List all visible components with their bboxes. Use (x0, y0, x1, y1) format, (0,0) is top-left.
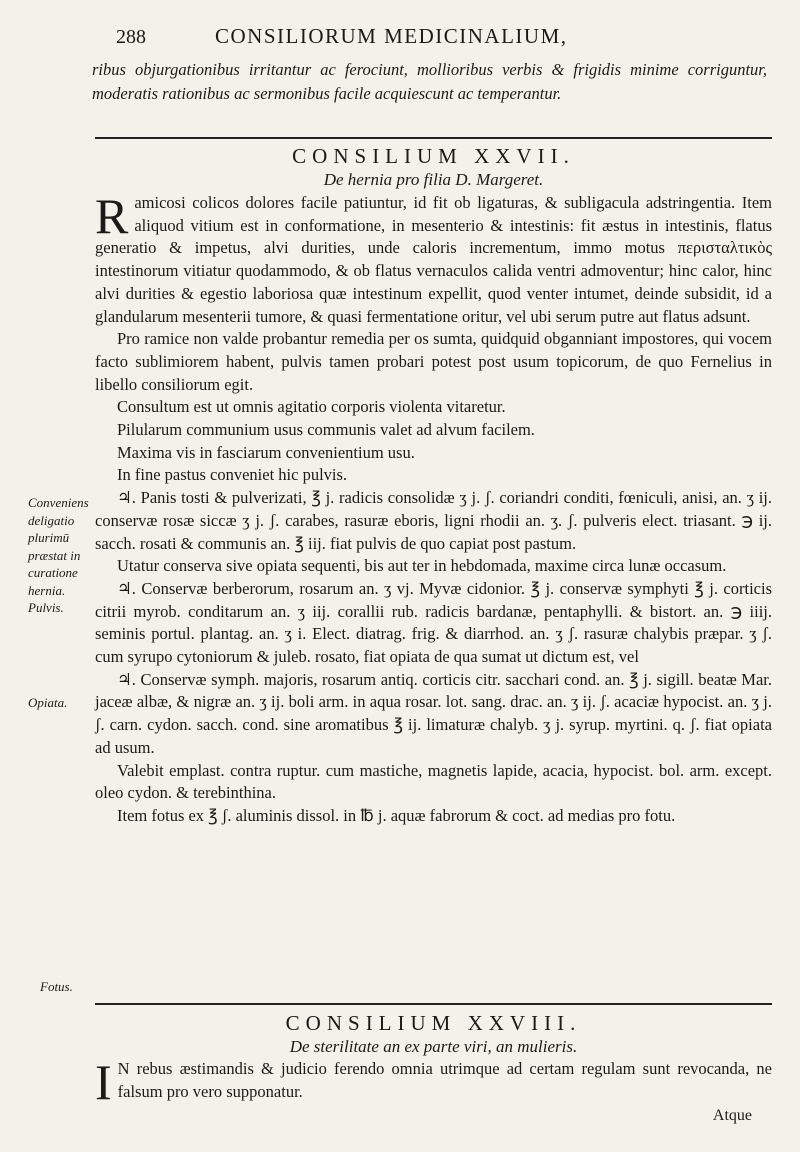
paragraph-3: Consultum est ut omnis agitatio corporis violenta vitaretur. (117, 397, 506, 417)
page-header (110, 22, 740, 52)
carryover-text: ribus objurgationibus irritantur ac ferociunt, mollioribus verbis & frigidis minime corriguntur, moderatis rationibus ac sermonibus facile acquiescunt ac temperantur. (92, 60, 767, 103)
margin-note-opiata: Opiata. (28, 695, 68, 710)
recipe-pulvis: ♃. Panis tosti & pulverizati, ℥ j. radicis consolidæ ʒ j. ʃ. coriandri conditi, fœniculi, anisi, an. ʒ ij. conservæ rosæ siccæ ʒ j. ʃ. carabes, rasuræ eboris, ligni rhodii an. ʒ. ʃ. pulveris elect. triasant. ℈ ij. sacch. rosati & communis an. ℥ iij. fiat pulvis de quo capiat post pastum. (95, 488, 772, 553)
consilium-28-title: CONSILIUM XXVIII. (285, 1011, 582, 1035)
drop-cap: R (95, 188, 129, 244)
paragraph-5: Maxima vis in fasciarum convenientium usu. (117, 442, 415, 462)
consilium-28-body (95, 1054, 772, 1110)
section-rule-2 (95, 1003, 772, 1005)
paragraph-11: Valebit emplast. contra ruptur. cum mastiche, magnetis lapide, acacia, hypocist. bol. arm. except. oleo cydon. & terebinthina. (95, 760, 772, 803)
paragraph-fotus: Item fotus ex ℥ ʃ. aluminis dissol. in ℔ j. aquæ fabrorum & coct. ad medias pro fotu. (117, 805, 676, 825)
page-number: 288 (116, 26, 146, 48)
consilium-27-body (95, 188, 772, 828)
catchword: Atque (712, 1107, 752, 1124)
consilium-27-title: CONSILIUM XXVII. (292, 144, 575, 168)
running-title: CONSILIORUM MEDICINALIUM, (215, 24, 568, 48)
margin-note-deligatio: Conveniens deligatio plurimū præstat in curatione hernia. Pulvis. (28, 495, 89, 615)
consilium-28-paragraph: I N rebus æstimandis & judicio ferendo omnia utrimque ad certam regulam sunt revocanda, ne falsum pro vero supponatur. (95, 1054, 772, 1110)
paragraph-4: Pilularum communium usus communis valet ad alvum facilem. (117, 420, 535, 440)
margin-note-fotus: Fotus. (40, 979, 73, 994)
paragraph-1: Ramicosi colicos dolores facile patiuntur, id fit ob ligaturas, & subligacula adstringentia. Item aliquod vitium est in conformatione, in mesenterio & intestinis: fit æstus in intestinis, flatus generatio & impetus, alvi durities, unde caloris incrementum, immo motus περισταλτικὸς intestinorum vitiatur quodammodo, & ob flatus vernaculos calida ventri admoventur; hinc calor, hinc alvi durities & egestio laboriosa quæ intestinum expellit, quod venter intumet, deinde subsidit, id a glandularum mesenterii tumore, & quasi fermentatione oritur, vel ubi serum putre aut flatus adsunt. (95, 188, 772, 326)
paragraph-2: Pro ramice non valde probantur remedia per os sumta, quidquid obganniant impostores, qui vocem facto sublimiorem habent, pulvis tamen probari potest post usum topicorum, de quo Fernelius in libello consiliorum egit. (95, 329, 772, 394)
section-rule (95, 137, 772, 139)
consilium-27-subtitle: De hernia pro filia D. Margeret. (323, 170, 544, 189)
consilium-28-subtitle: De sterilitate an ex parte viri, an mulieris. (289, 1037, 578, 1056)
drop-cap-2: I (95, 1054, 112, 1110)
recipe-opiata-2: ♃. Conservæ symph. majoris, rosarum antiq. corticis citr. sacchari cond. an. ℥ j. sigill. beatæ Mar. jaceæ albæ, & nigræ an. ʒ ij. boli arm. in aqua rosar. lot. sang. drac. an. ʒ ij. ʃ. acaciæ hypocist. an. ʒ j. ʃ. carn. cydon. sacch. cond. sine aromatibus ℥ ij. limaturæ chalyb. ʒ j. syrup. myrtini. q. ʃ. fiat opiata ad usum. (95, 669, 772, 757)
recipe-opiata-1: ♃. Conservæ berberorum, rosarum an. ʒ vj. Myvæ cidonior. ℥ j. conservæ symphyti ℥ j. corticis citrii myrob. conditarum an. ʒ iij. corallii rub. radicis bardanæ, pentaphylli. & bistort. an. ℈ iiij. seminis portul. plantag. an. ʒ i. Elect. diatrag. frig. & diarrhod. an. ʒ ʃ. rasuræ chalybis præpar. ʒ ʃ. cum syrupo cytoniorum & juleb. rosato, fiat opiata de qua sumat ut dictum est, vel (95, 578, 772, 667)
paragraph-8: Utatur conserva sive opiata sequenti, bis aut ter in hebdomada, maxime circa lunæ occasum. (117, 556, 727, 576)
paragraph-6: In fine pastus conveniet hic pulvis. (117, 465, 348, 485)
